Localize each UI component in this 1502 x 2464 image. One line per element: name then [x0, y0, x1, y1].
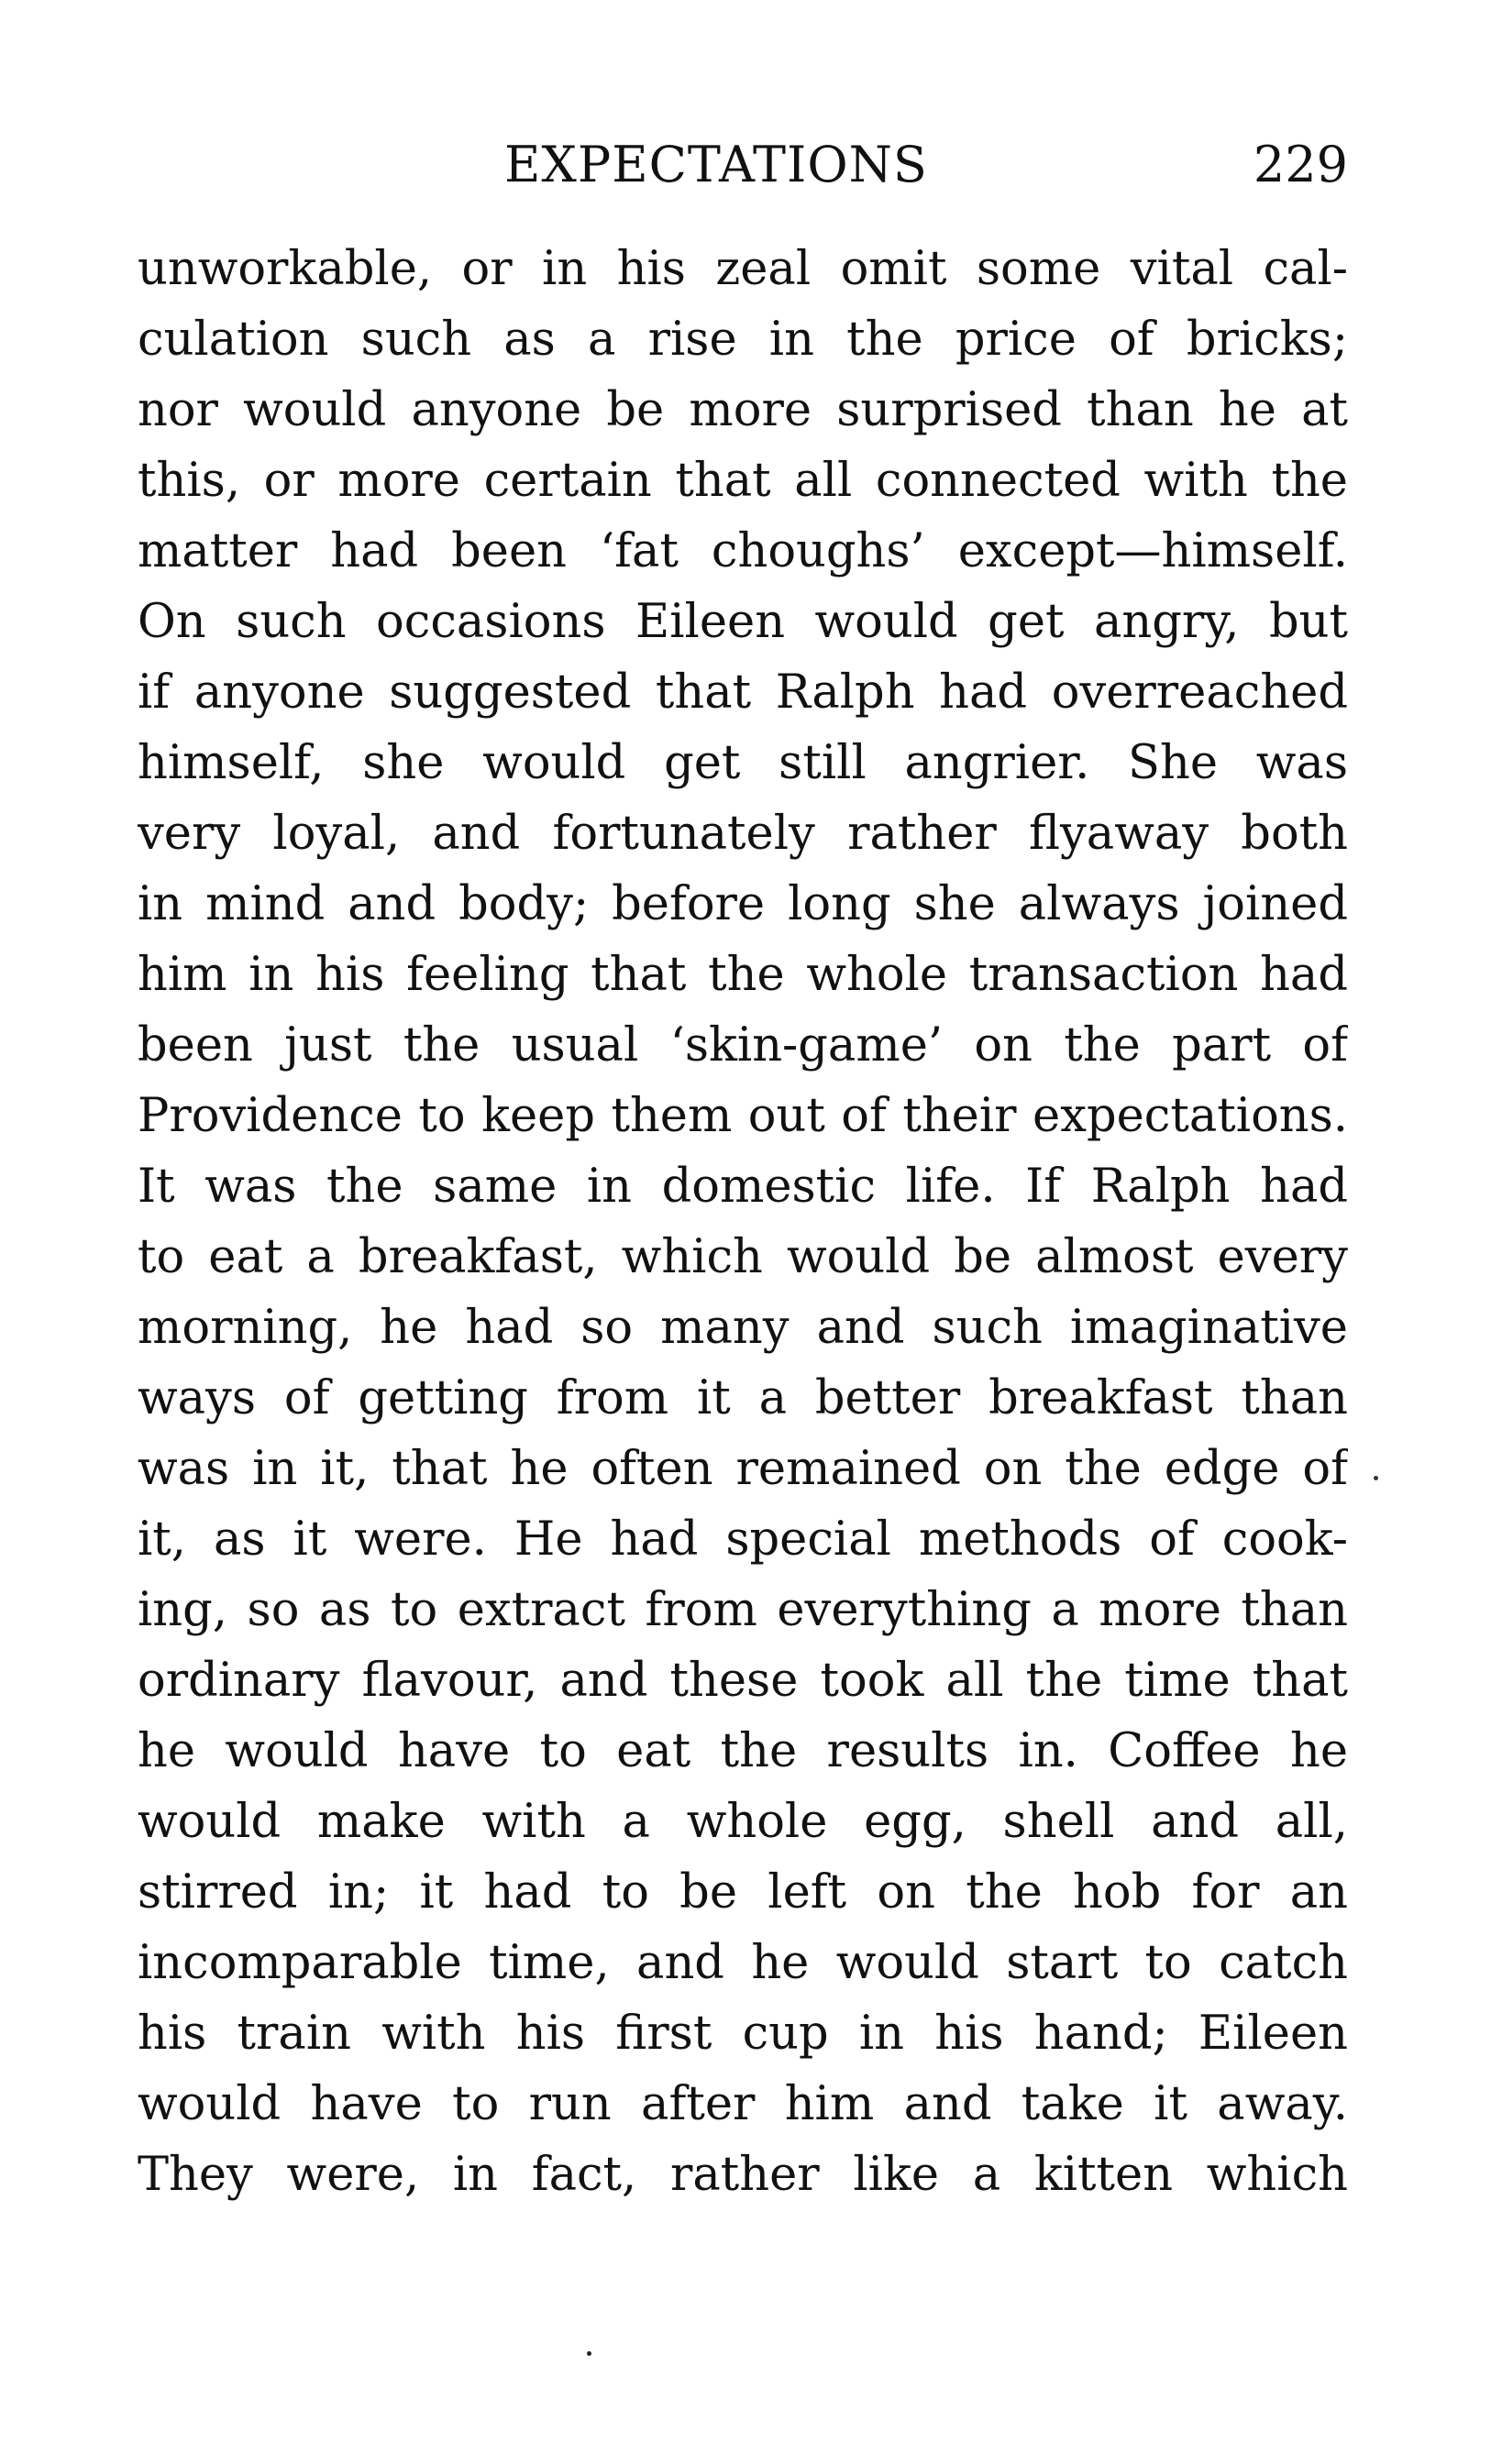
text-line: if anyone suggested that Ralph had overreached [138, 666, 1348, 720]
text-line: morning, he had so many and such imaginative [138, 1301, 1348, 1355]
text-line: it, as it were. He had special methods of cook- [138, 1512, 1348, 1567]
text-line: this, or more certain that all connected with the [138, 454, 1348, 508]
text-line: incomparable time, and he would start to catch [138, 1936, 1348, 1990]
text-line: in mind and body; before long she always joined [138, 877, 1348, 931]
footer-speck [587, 2351, 591, 2356]
text-line: to eat a breakfast, which would be almost every [138, 1230, 1348, 1284]
text-line: matter had been ‘fat choughs’ except—himself. [138, 524, 1348, 578]
text-line: would have to run after him and take it away. [138, 2077, 1348, 2131]
text-line: It was the same in domestic life. If Ralph had [138, 1160, 1348, 1214]
text-line: ing, so as to extract from everything a more than [138, 1583, 1348, 1637]
text-line: his train with his first cup in his hand; Eileen [138, 2007, 1348, 2061]
text-line: They were, in fact, rather like a kitten which [138, 2148, 1348, 2202]
text-line: himself, she would get still angrier. She was [138, 736, 1348, 790]
text-line: Providence to keep them out of their expectations. [138, 1089, 1348, 1143]
text-line: nor would anyone be more surprised than he at [138, 383, 1348, 437]
text-line: very loyal, and fortunately rather flyaway both [138, 807, 1348, 861]
text-line: him in his feeling that the whole transaction had [138, 948, 1348, 1002]
page-header [138, 128, 1348, 202]
text-line: ways of getting from it a better breakfast than [138, 1371, 1348, 1425]
text-line: stirred in; it had to be left on the hob for an [138, 1865, 1348, 1920]
page-number: 229 [1253, 136, 1348, 193]
text-line: was in it, that he often remained on the edge of [138, 1442, 1348, 1496]
text-line: On such occasions Eileen would get angry, but [138, 595, 1348, 649]
margin-speck [1374, 1476, 1378, 1480]
text-line: been just the usual ‘skin-game’ on the part of [138, 1018, 1348, 1072]
text-line: would make with a whole egg, shell and all, [138, 1795, 1348, 1849]
text-line: culation such as a rise in the price of bricks; [138, 313, 1348, 367]
running-head: EXPECTATIONS [504, 136, 928, 193]
text-line: ordinary flavour, and these took all the time that [138, 1654, 1348, 1708]
text-line: unworkable, or in his zeal omit some vital cal- [138, 242, 1348, 296]
text-line: he would have to eat the results in. Coffee he [138, 1724, 1348, 1778]
body-text [138, 234, 1348, 2210]
